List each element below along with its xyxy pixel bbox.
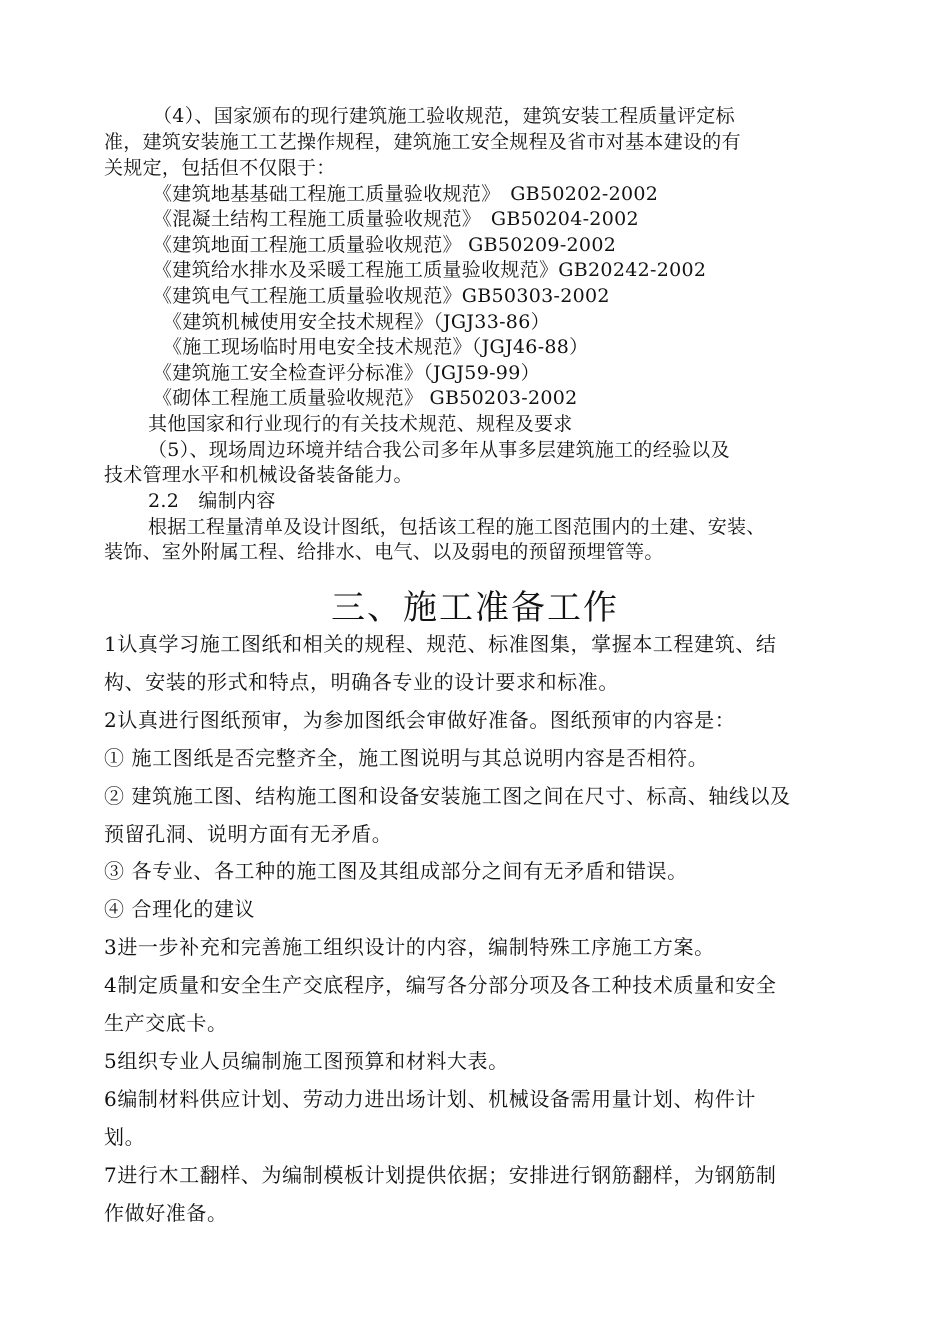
para-line: （4）、国家颁布的现行建筑施工验收规范，建筑安装工程质量评定标 <box>153 105 735 127</box>
para-line: 其他国家和行业现行的有关技术规范、规程及要求 <box>148 413 573 435</box>
para-line: 1认真学习施工图纸和相关的规程、规范、标准图集，掌握本工程建筑、结 <box>104 632 777 656</box>
list-item: ② 建筑施工图、结构施工图和设备安装施工图之间在尺寸、标高、轴线以及 <box>104 784 791 808</box>
para-line: 划。 <box>104 1125 146 1149</box>
para-line: 作做好准备。 <box>104 1201 228 1225</box>
list-item: 预留孔洞、说明方面有无矛盾。 <box>104 822 393 846</box>
para-line: 7进行木工翻样、为编制模板计划提供依据；安排进行钢筋翻样，为钢筋制 <box>104 1163 777 1187</box>
para-line: 准，建筑安装施工工艺操作规程，建筑施工安全规程及省市对基本建设的有 <box>104 131 741 153</box>
standard-item: 《建筑给水排水及采暖工程施工质量验收规范》GB20242-2002 <box>153 259 707 281</box>
section-title: 三、施工准备工作 <box>331 588 619 628</box>
para-line: 3进一步补充和完善施工组织设计的内容，编制特殊工序施工方案。 <box>104 935 715 959</box>
para-line: 5组织专业人员编制施工图预算和材料大表。 <box>104 1049 509 1073</box>
para-line: 装饰、室外附属工程、给排水、电气、以及弱电的预留预埋管等。 <box>104 541 664 563</box>
standard-item: 《施工现场临时用电安全技术规范》（JGJ46-88） <box>163 336 589 358</box>
standard-item: 《建筑施工安全检查评分标准》（JGJ59-99） <box>153 362 540 384</box>
list-item: ③ 各专业、各工种的施工图及其组成部分之间有无矛盾和错误。 <box>104 859 688 883</box>
standard-item: 《建筑地基基础工程施工质量验收规范》 GB50202-2002 <box>153 183 659 205</box>
para-line: 技术管理水平和机械设备装备能力。 <box>104 464 413 486</box>
list-item: ④ 合理化的建议 <box>104 897 256 921</box>
para-line: 4制定质量和安全生产交底程序，编写各分部分项及各工种技术质量和安全 <box>104 973 777 997</box>
subsection-heading: 2.2 编制内容 <box>148 490 276 512</box>
para-line: 生产交底卡。 <box>104 1011 228 1035</box>
para-line: 根据工程量清单及设计图纸，包括该工程的施工图范围内的土建、安装、 <box>148 516 766 538</box>
standard-item: 《砌体工程施工质量验收规范》 GB50203-2002 <box>153 387 578 409</box>
standard-item: 《建筑机械使用安全技术规程》（JGJ33-86） <box>163 311 550 333</box>
standard-item: 《建筑电气工程施工质量验收规范》GB50303-2002 <box>153 285 610 307</box>
para-line: 关规定，包括但不仅限于： <box>104 157 336 179</box>
standard-item: 《建筑地面工程施工质量验收规范》 GB50209-2002 <box>153 234 617 256</box>
standard-item: 《混凝土结构工程施工质量验收规范》 GB50204-2002 <box>153 208 639 230</box>
para-line: 构、安装的形式和特点，明确各专业的设计要求和标准。 <box>104 670 619 694</box>
list-item: ① 施工图纸是否完整齐全，施工图说明与其总说明内容是否相符。 <box>104 746 709 770</box>
para-line: 2认真进行图纸预审，为参加图纸会审做好准备。图纸预审的内容是： <box>104 708 736 732</box>
para-line: 6编制材料供应计划、劳动力进出场计划、机械设备需用量计划、构件计 <box>104 1087 756 1111</box>
para-line: （5）、现场周边环境并结合我公司多年从事多层建筑施工的经验以及 <box>148 439 730 461</box>
